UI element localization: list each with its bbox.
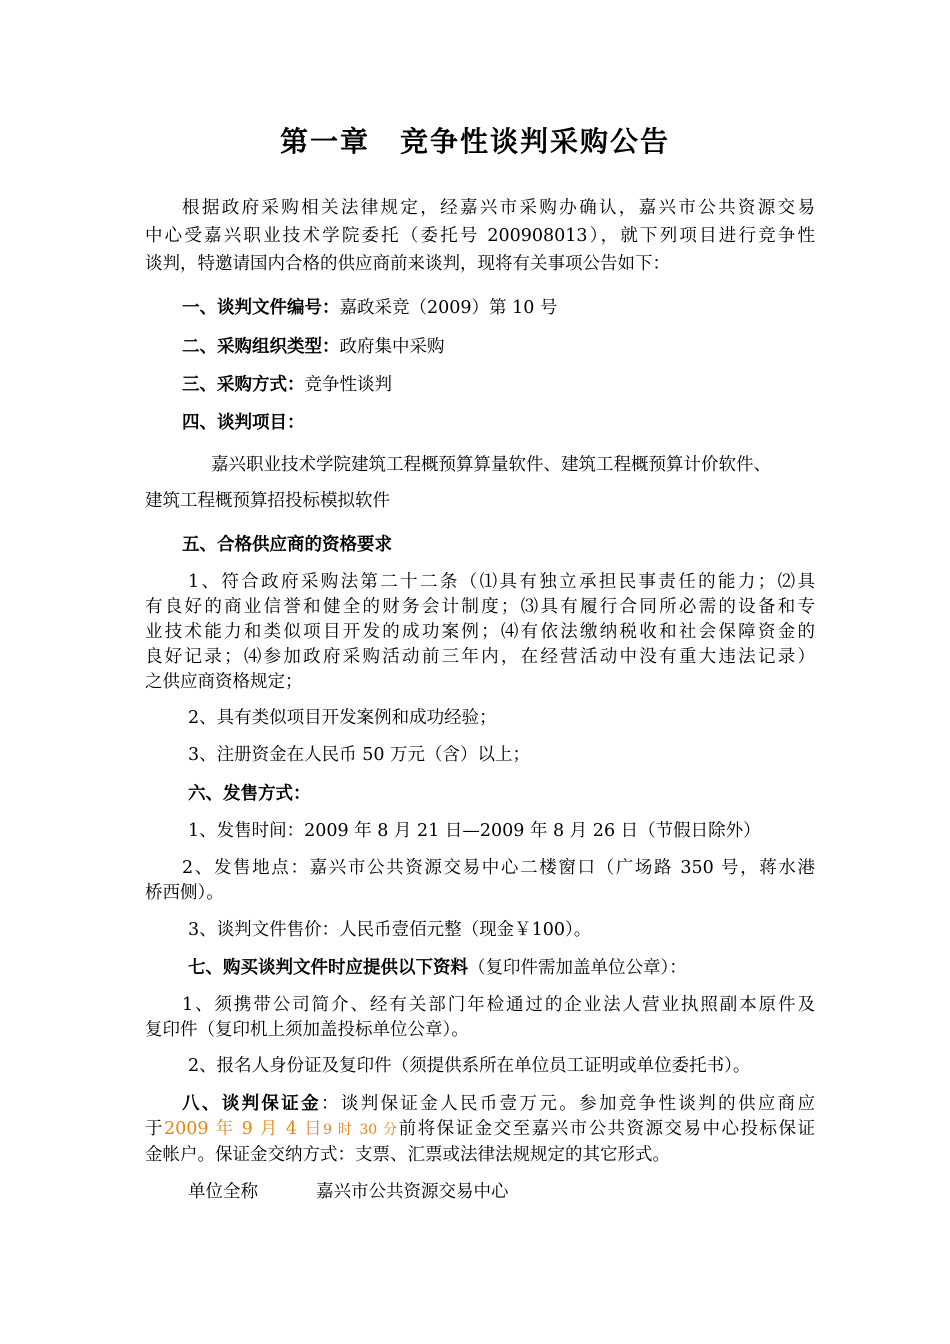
- qualification-item-3: [188, 743, 858, 768]
- sale-line: 桥西侧）。: [145, 883, 224, 903]
- section-label: 五、合格供应商的资格要求: [182, 535, 392, 555]
- qualification-line: 1、符合政府采购法第二十二条（⑴具有独立承担民事责任的能力；⑵具: [188, 572, 815, 592]
- sale-item-2: [145, 856, 815, 906]
- unit-row: [188, 1180, 858, 1205]
- qualification-line: 2、具有类似项目开发案例和成功经验；: [188, 708, 497, 728]
- materials-line: 2、报名人身份证及复印件（须提供系所在单位员工证明或单位委托书）。: [188, 1056, 751, 1076]
- section-label: 七、购买谈判文件时应提供以下资料: [188, 958, 468, 978]
- sale-line: 3、谈判文件售价：人民币壹佰元整（现金￥100）。: [188, 920, 592, 940]
- deposit-date: 2009 年 9 月 4 日: [164, 1119, 324, 1139]
- section-materials: [188, 956, 858, 981]
- materials-line: 复印件（复印机上须加盖投标单位公章）。: [145, 1020, 469, 1040]
- section-sale-label: [188, 782, 858, 807]
- sale-line: 1、发售时间：2009 年 8 月 21 日—2009 年 8 月 26 日（节假日除外）: [188, 821, 761, 841]
- section-note: （复印件需加盖单位公章）：: [468, 958, 687, 978]
- project-line: 建筑工程概预算招投标模拟软件: [145, 491, 390, 511]
- section-qualification-label: [182, 533, 852, 558]
- intro-paragraph: [145, 194, 815, 278]
- qualification-line: 有良好的商业信誉和健全的财务会计制度；⑶具有履行合同所必需的设备和专: [145, 597, 815, 617]
- sale-line: 2、发售地点：嘉兴市公共资源交易中心二楼窗口（广场路 350 号，蒋水港: [182, 858, 815, 878]
- section-doc-number: [182, 296, 852, 321]
- intro-line: 中心受嘉兴职业技术学院委托（委托号 200908013），就下列项目进行竞争性: [145, 226, 815, 246]
- section-value: 嘉政采竞（2009）第 10 号: [339, 298, 558, 318]
- intro-line: 根据政府采购相关法律规定，经嘉兴市采购办确认，嘉兴市公共资源交易: [182, 198, 815, 218]
- deposit-text: 谈判保证金人民币壹万元。参加竞争性谈判的供应商应: [340, 1094, 816, 1114]
- section-label: 三、采购方式：: [182, 375, 305, 395]
- section-project-label: [182, 411, 852, 436]
- section-label: 一、谈判文件编号：: [182, 298, 340, 318]
- deposit-text: 前将保证金交至嘉兴市公共资源交易中心投标保证: [398, 1119, 816, 1139]
- intro-line: 谈判，特邀请国内合格的供应商前来谈判，现将有关事项公告如下：: [145, 254, 670, 274]
- sale-item-3: [188, 918, 858, 943]
- deposit-prefix: 于: [145, 1119, 164, 1139]
- section-label: 四、谈判项目：: [182, 413, 305, 433]
- section-value: 政府集中采购: [339, 337, 445, 357]
- deposit-colon: ：: [320, 1094, 341, 1114]
- project-line: 嘉兴职业技术学院建筑工程概预算算量软件、建筑工程概预算计价软件、: [211, 455, 771, 475]
- qualification-item-1: [145, 570, 815, 695]
- materials-line: 1、须携带公司简介、经有关部门年检通过的企业法人营业执照副本原件及: [182, 995, 815, 1015]
- section-org-type: [182, 335, 852, 360]
- deposit-line: [145, 1117, 815, 1143]
- qualification-line: 业技术能力和类似项目开发的成功案例；⑷有依法缴纳税收和社会保障资金的: [145, 622, 815, 642]
- qualification-line: 3、注册资金在人民币 50 万元（含）以上；: [188, 745, 531, 765]
- qualification-line: 之供应商资格规定；: [145, 672, 303, 692]
- unit-label: 单位全称: [188, 1182, 258, 1202]
- deposit-line: 金帐户。保证金交纳方式：支票、汇票或法律法规规定的其它形式。: [145, 1145, 670, 1165]
- sale-item-1: [188, 819, 858, 844]
- section-deposit: [145, 1092, 815, 1168]
- section-label: 六、发售方式：: [188, 784, 311, 804]
- unit-value: 嘉兴市公共资源交易中心: [316, 1182, 509, 1202]
- section-label: 二、采购组织类型：: [182, 337, 340, 357]
- section-method: [182, 373, 852, 398]
- qualification-item-2: [188, 706, 858, 731]
- deposit-line: [145, 1092, 815, 1117]
- materials-item-2: [188, 1054, 858, 1079]
- section-label: 八、谈判保证金: [182, 1094, 321, 1114]
- page-title: 第一章 竞争性谈判采购公告: [279, 125, 670, 158]
- deposit-time: 9 时 30 分: [323, 1122, 399, 1138]
- section-project-text: [145, 447, 815, 519]
- materials-item-1: [145, 993, 815, 1043]
- qualification-line: 良好记录；⑷参加政府采购活动前三年内，在经营活动中没有重大违法记录）: [145, 647, 815, 667]
- section-value: 竞争性谈判: [304, 375, 392, 395]
